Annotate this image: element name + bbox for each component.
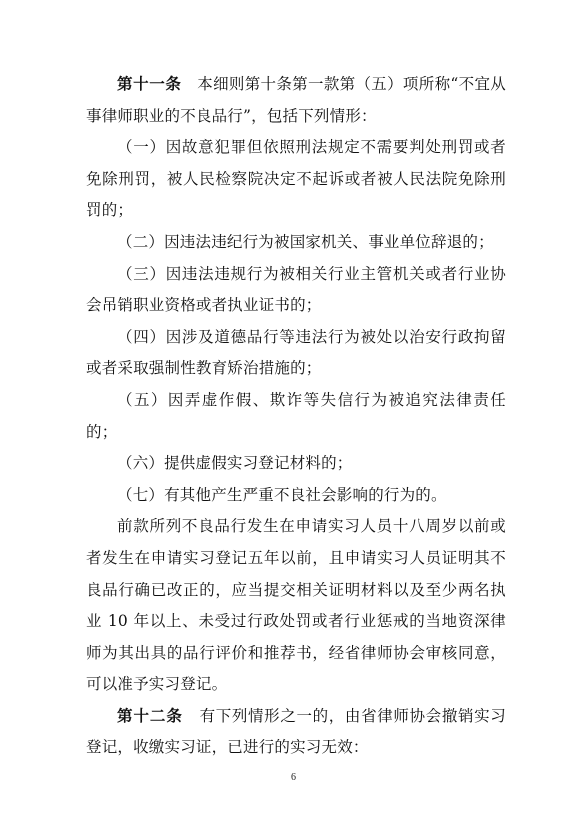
article-11-intro-paragraph [86,69,506,132]
article-11-item-6: （六）提供虚假实习登记材料的； [117,454,353,473]
document-body [86,69,506,764]
article-11-item-1: （一）因故意犯罪但依照刑法规定不需要判处刑罚或者免除刑罚，被人民检察院决定不起诉或者被人民法院免除刑罚的； [86,138,506,220]
article-11-item-7: （七）有其他产生严重不良社会影响的行为的。 [117,485,447,504]
article-12-intro-text: 有下列情形之一的，由省律师协会撤销实习登记，收缴实习证，已进行的实习无效： [86,706,506,757]
article-11-item-4: （四）因涉及道德品行等违法行为被处以治安行政拘留或者采取强制性教育矫治措施的； [86,327,506,378]
article-11-item-2: （二）因违法违纪行为被国家机关、事业单位辞退的； [117,232,494,251]
page-number: 6 [291,772,296,783]
article-11-item-3: （三）因违法违规行为被相关行业主管机关或者行业协会吊销职业资格或者执业证书的； [86,264,506,315]
article-11-heading: 第十一条 [117,75,182,93]
article-12-intro-paragraph [86,701,506,764]
article-12-heading: 第十二条 [117,706,183,725]
article-11-closing-paragraph: 前款所列不良品行发生在申请实习人员十八周岁以前或者发生在申请实习登记五年以前，且申请实习人员证明其不良品行确已改正的，应当提交相关证明材料以及至少两名执业 10 年以上、未受过行政处罚或者行业惩戒的当地资深律师为其出具的品行评价和推荐书，经省律师协会审核同意，可以准予实习登记。 [86,517,506,694]
article-11-item-5: （五）因弄虚作假、欺诈等失信行为被追究法律责任的； [86,390,506,441]
article-11-intro-text: 本细则第十条第一款第（五）项所称“不宜从事律师职业的不良品行”，包括下列情形： [86,75,506,125]
